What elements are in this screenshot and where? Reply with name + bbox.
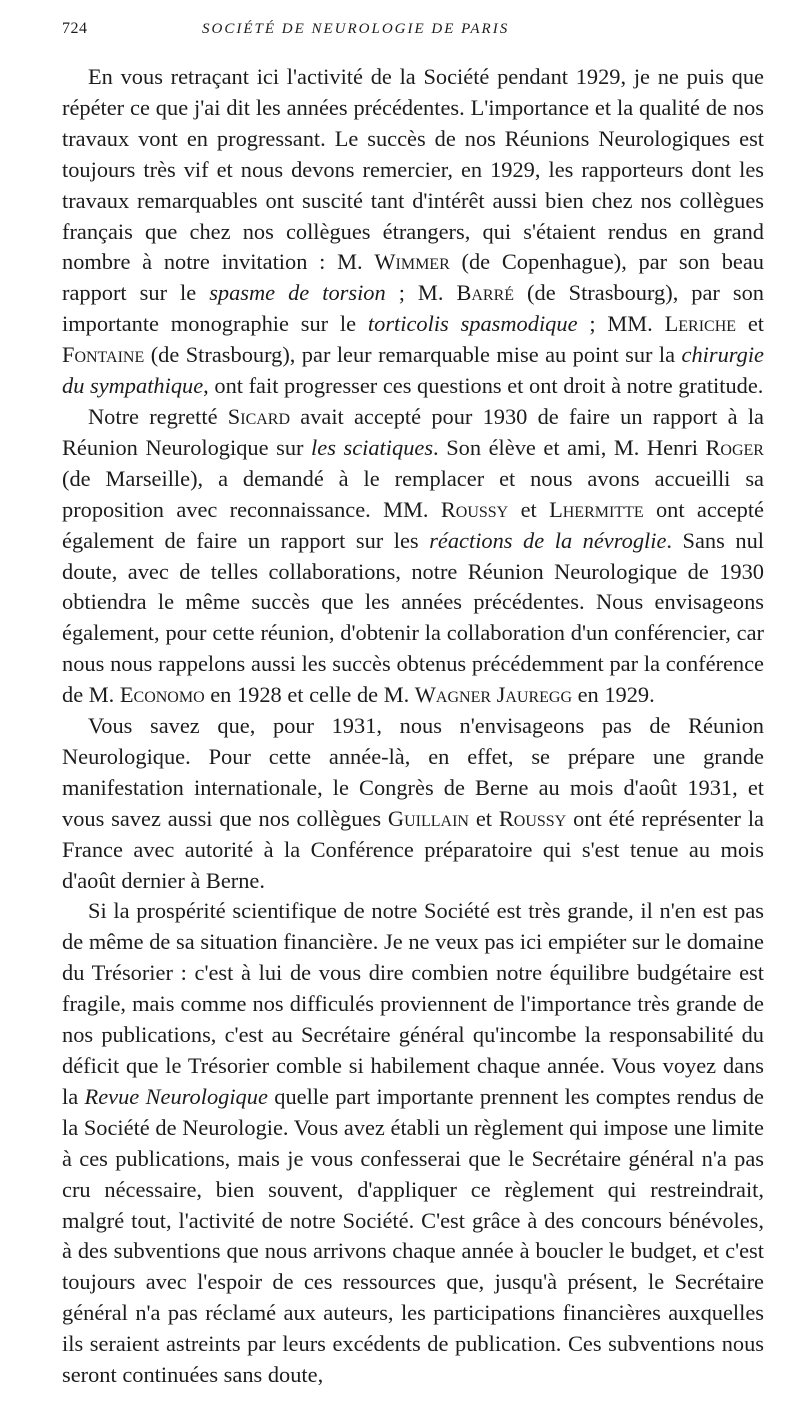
author-name: Barré (456, 280, 515, 306)
paragraph-3 (62, 711, 764, 896)
author-name: Wimmer (374, 249, 450, 275)
author-name: Economo (119, 682, 205, 708)
italic-title: spasme de torsion (209, 280, 386, 306)
author-name: Roger (705, 434, 764, 460)
text-run: ont accepté également de faire un rapport sur les (62, 496, 764, 553)
author-name: Fontaine (62, 342, 145, 368)
text-run: (de Strasbourg), par leur remarquable mise au point sur la (144, 342, 682, 368)
author-name: Guillain (387, 805, 469, 831)
text-run: . Sans nul doute, avec de telles collaborations, notre Réunion Neurologique de 1930 obtiendra le même succès que les années précédentes. Nous envisageons également, pour cette réunion, d'obtenir la collaboration d'un conférencier, car nous nous rappelons aussi les succès obtenus précédemment par la conférence de M. (62, 527, 764, 708)
text-run: Si la prospérité scientifique de notre Société est très grande, il n'en est pas de même de sa situation financière. Je ne veux pas ici empiéter sur le domaine du Trésorier : c'est à lui de vous dire combien notre équilibre budgétaire est fragile, mais comme nos difficulés proviennent de l'importance très grande de nos publications, c'est au Secrétaire général qu'incombe la responsabilité du déficit que le Trésorier comble si habilement chaque année. Vous voyez dans la (62, 898, 764, 1109)
text-run: ont été représenter la France avec autorité à la Conférence préparatoire qui s'est tenue au mois d'août dernier à Berne. (62, 805, 764, 893)
paragraph-2 (62, 402, 764, 711)
text-run: quelle part importante prennent les comptes rendus de la Société de Neurologie. Vous avez établi un règlement qui impose une limite à ces publications, mais je vous confesserai que le Secrétaire général n'a pas cru nécessaire, bien souvent, d'appliquer ce règlement qui restreindrait, malgré tout, l'activité de notre Société. C'est grâce à des concours bénévoles, à des subventions que nous arrivons chaque année à boucler le budget, et c'est toujours avec l'espoir de ces ressources que, jusqu'à présent, le Secrétaire général n'a pas réclamé aux auteurs, les participations financières auxquelles ils seraient astreints par leurs excédents de publication. Ces subventions nous seront continuées sans doute, (62, 1083, 764, 1388)
body-text (62, 62, 764, 1391)
text-run: et (508, 496, 550, 522)
italic-title: Revue Neurologique (84, 1083, 268, 1109)
text-run: avait accepté pour 1930 de faire un rapport à la Réunion Neurologique sur (62, 403, 764, 460)
author-name: Roussy (440, 496, 509, 522)
text-run: et (468, 805, 499, 831)
text-run: , ont fait progresser ces questions et ont droit à notre gratitude. (203, 373, 764, 399)
running-header (62, 20, 764, 48)
running-title: SOCIÉTÉ DE NEUROLOGIE DE PARIS (202, 21, 510, 37)
author-name: Roussy (498, 805, 567, 831)
text-run: ; MM. (577, 311, 665, 337)
text-run: et (736, 311, 764, 337)
text-run: en 1928 et celle de M. (204, 682, 415, 708)
page-number: 724 (62, 20, 88, 37)
paragraph-4 (62, 896, 764, 1391)
author-name: Leriche (664, 311, 737, 337)
text-run: Notre regretté (88, 403, 228, 429)
text-run: . Son élève et ami, M. Henri (433, 434, 706, 460)
text-run: ; M. (385, 280, 457, 306)
paragraph-1 (62, 62, 764, 402)
author-name: Wagner Jauregg (414, 682, 573, 708)
author-name: Sicard (227, 403, 291, 429)
italic-title: réactions de la névroglie (429, 527, 667, 553)
italic-title: chirurgie du sympathique (62, 342, 764, 399)
text-run: Vous savez que, pour 1931, nous n'envisageons pas de Réunion Neurologique. Pour cette année-là, en effet, se prépare une grande manifestation internationale, le Congrès de Berne au mois d'août 1931, et vous savez aussi que nos collègues (62, 713, 764, 831)
text-run: En vous retraçant ici l'activité de la Société pendant 1929, je ne puis que répéter ce que j'ai dit les années précédentes. L'importance et la qualité de nos travaux vont en progressant. Le succès de nos Réunions Neurologiques est toujours très vif et nous devons remercier, en 1929, les rapporteurs dont les travaux remarquables ont suscité tant d'intérêt aussi bien chez nos collègues français que chez nos collègues étrangers, qui s'étaient rendus en grand nombre à notre invitation : M. (62, 64, 764, 275)
italic-title: les sciatiques (311, 434, 434, 460)
text-run: (de Copenhague), par son beau rapport sur le (62, 249, 765, 306)
author-name: Lhermitte (549, 496, 644, 522)
text-run: (de Strasbourg), par son importante monographie sur le (62, 280, 764, 337)
italic-title: torticolis spasmodique (367, 311, 578, 337)
text-run: (de Marseille), a demandé à le remplacer et nous avons accueilli sa proposition avec reconnaissance. MM. (62, 465, 764, 522)
text-run: en 1929. (572, 682, 655, 708)
